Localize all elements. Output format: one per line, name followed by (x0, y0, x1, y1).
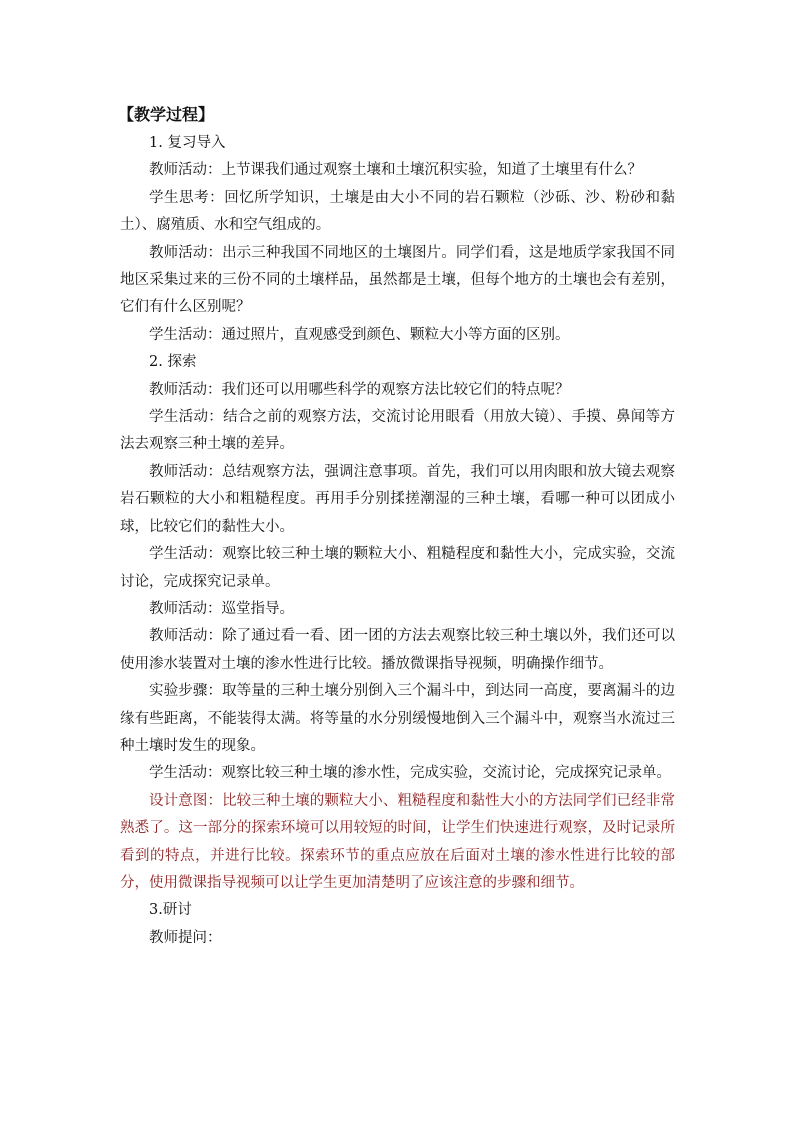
paragraph-student-activity-2: 学生活动：结合之前的观察方法，交流讨论用眼看（用放大镜）、手摸、鼻闻等方法去观察三种土壤的差异。 (120, 409, 675, 453)
paragraph-student-activity-3: 学生活动：观察比较三种土壤的颗粒大小、粗糙程度和黏性大小，完成实验，交流讨论，完成探究记录单。 (120, 546, 675, 590)
paragraph-student-thinking: 学生思考：回忆所学知识，土壤是由大小不同的岩石颗粒（沙砾、沙、粉砂和黏土）、腐殖质、水和空气组成的。 (120, 189, 675, 234)
paragraph-student-activity-1: 学生活动：通过照片，直观感受到颜色、颗粒大小等方面的区别。 (149, 326, 570, 343)
section-title: 【教学过程】 (118, 105, 215, 124)
heading-explore: 2. 探索 (149, 354, 197, 371)
paragraph-teacher-activity-3: 教师活动：我们还可以用哪些科学的观察方法比较它们的特点呢？ (149, 381, 570, 398)
paragraph-teacher-activity-5: 教师活动：巡堂指导。 (149, 600, 294, 617)
heading-review-intro: 1. 复习导入 (149, 135, 226, 151)
paragraph-teacher-activity-1: 教师活动：上节课我们通过观察土壤和土壤沉积实验，知道了土壤里有什么？ (149, 162, 642, 179)
paragraph-student-activity-4: 学生活动：观察比较三种土壤的渗水性，完成实验，交流讨论，完成探究记录单。 (149, 765, 671, 782)
paragraph-experiment-steps: 实验步骤：取等量的三种土壤分别倒入三个漏斗中，到达同一高度，要离漏斗的边缘有些距离，不能装得太满。将等量的水分别缓慢地倒入三个漏斗中，观察当水流过三种土壤时发生的现象。 (120, 683, 675, 754)
document-page (120, 100, 675, 952)
paragraph-design-intent: 设计意图：比较三种土壤的颗粒大小、粗糙程度和黏性大小的方法同学们已经非常熟悉了。这一部分的探索环境可以用较短的时间，让学生们快速进行观察，及时记录所看到的特点，并进行比较。探索环节的重点应放在后面对土壤的渗水性进行比较的部分，使用微课指导视频可以让学生更加清楚明了应该注意的步骤和细节。 (120, 792, 675, 891)
paragraph-teacher-activity-2: 教师活动：出示三种我国不同地区的土壤图片。同学们看，这是地质学家我国不同地区采集过来的三份不同的土壤样品，虽然都是土壤，但每个地方的土壤也会有差别，它们有什么区别呢？ (120, 244, 675, 316)
paragraph-teacher-question: 教师提问： (149, 929, 222, 946)
paragraph-teacher-activity-4: 教师活动：总结观察方法，强调注意事项。首先，我们可以用肉眼和放大镜去观察岩石颗粒的大小和粗糙程度。再用手分别揉搓潮湿的三种土壤，看哪一种可以团成小球，比较它们的黏性大小。 (120, 463, 675, 535)
paragraph-teacher-activity-6: 教师活动：除了通过看一看、团一团的方法去观察比较三种土壤以外，我们还可以使用渗水装置对土壤的渗水性进行比较。播放微课指导视频，明确操作细节。 (120, 628, 675, 672)
heading-discussion: 3.研讨 (149, 902, 192, 919)
